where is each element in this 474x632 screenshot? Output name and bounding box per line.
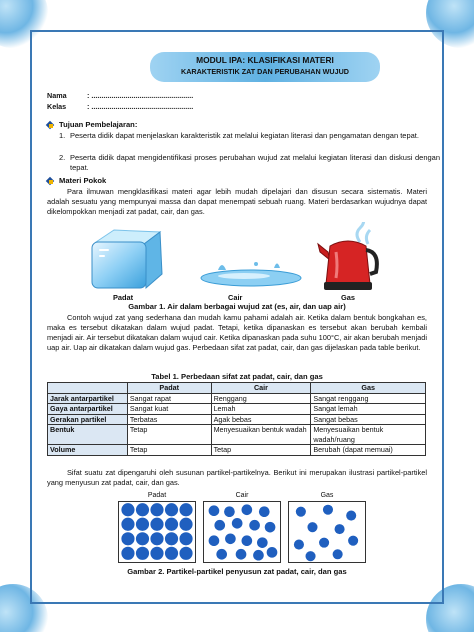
table-cell: Sangat kuat [127, 404, 211, 415]
particle [306, 551, 316, 561]
properties-table [47, 382, 426, 456]
page-subtitle: KARAKTERISTIK ZAT DAN PERUBAHAN WUJUD [181, 67, 349, 76]
particle [259, 506, 270, 517]
particle [121, 518, 134, 531]
figure2-caption: Gambar 2. Partikel-partikel penyusun zat padat, cair, dan gas [127, 567, 347, 576]
table-header-cell [48, 383, 128, 394]
particle [253, 550, 264, 561]
figure2-label-solid: Padat [147, 492, 167, 499]
particle [165, 518, 178, 531]
objective-text: Peserta didik dapat menjelaskan karakteristik zat melalui kegiatan literasi dan pengamatan dengan tepat. [70, 131, 419, 140]
table-cell: Sangat renggang [311, 393, 426, 404]
solid-particles-diagram [119, 502, 195, 562]
table-cell: Sangat lemah [311, 404, 426, 415]
objective-text: Peserta didik dapat mengidentifikasi proses perubahan wujud zat melalui kegiatan literasi dan diskusi dengan tepat. [70, 153, 440, 173]
objectives-heading-text: Tujuan Pembelajaran: [59, 120, 138, 129]
table-cell: Menyesuaikan bentuk wadah [211, 425, 311, 445]
table-cell: Tetap [127, 425, 211, 445]
particle [236, 549, 247, 560]
book-bullet-icon [47, 121, 55, 129]
particle [136, 518, 149, 531]
figure1-label-liquid: Cair [228, 293, 243, 302]
paragraph-text: Sifat suatu zat dipengaruhi oleh susunan partikel-partikelnya. Berikut ini merupakan ilustrasi partikel-partikel yang menyusun zat padat, cair, dan gas. [47, 468, 427, 488]
particle [319, 538, 329, 548]
table-caption: Tabel 1. Perbedaan sifat zat padat, cair, dan gas [151, 372, 323, 381]
table-header-cell: Cair [211, 383, 311, 394]
materi-heading [47, 176, 106, 185]
particle [296, 507, 306, 517]
table-row [48, 425, 426, 445]
particle [150, 518, 163, 531]
particle [333, 549, 343, 559]
table-cell: Tetap [127, 445, 211, 456]
particle [121, 503, 134, 516]
materi-heading-text: Materi Pokok [59, 176, 107, 185]
figure2-label-gas: Gas [320, 492, 334, 499]
table-row [48, 393, 426, 404]
particle [179, 518, 192, 531]
table-cell: Agak bebas [211, 414, 311, 425]
particle [209, 505, 220, 516]
table-cell: Sangat rapat [127, 393, 211, 404]
particle [179, 547, 192, 560]
water-puddle-image [196, 256, 306, 290]
paragraph-text: Para ilmuwan mengklasifikasi materi agar lebih mudah dipelajari dan disusun secara sistematis. Materi adalah sesuatu yang mempunyai massa dan dapat menempati sebuah ruang. Materi berdasarkan wujudnya dapat dikelompokkan menjadi zat padat, cair, dan gas. [47, 187, 427, 217]
table-cell: Berubah (dapat memuai) [311, 445, 426, 456]
objective-number: 1. [59, 131, 66, 140]
particle [136, 532, 149, 545]
particle [242, 504, 253, 515]
row-header-cell: Volume [48, 445, 128, 456]
materi-paragraph-1 [47, 187, 427, 217]
gas-particles-box [288, 501, 366, 563]
liquid-particles-box [203, 501, 281, 563]
particle [150, 503, 163, 516]
figure2-label-liquid: Cair [235, 492, 249, 499]
objectives-heading [47, 120, 137, 129]
paragraph-text: Contoh wujud zat yang sederhana dan mudah kamu pahami adalah air. Ketika dalam bentuk bongkahan es, maka es tersebut dikatakan dalam wujud padat. Tetapi, ketika dipanaskan es tersebut akan berubah kembali menjadi air. Air tersebut dikatakan dalam wujud cair. Ketika dipanaskan pada suhu 100°C, air akan berubah menjadi uap air. Uap air dikatakan dalam wujud gas. Perbedaan sifat zat padat, cair, dan gas dijelaskan pada table berikut. [47, 313, 427, 353]
particle [346, 511, 356, 521]
liquid-particles-diagram [204, 502, 280, 562]
name-field [47, 91, 193, 100]
table-row [48, 445, 426, 456]
table-row [48, 404, 426, 415]
figure1-label-gas: Gas [341, 293, 355, 302]
gas-particles-diagram [289, 502, 365, 562]
particle [225, 533, 236, 544]
particle [267, 547, 278, 558]
particle [165, 532, 178, 545]
materi-paragraph-3 [47, 468, 427, 488]
kettle-image [314, 222, 386, 294]
class-label: Kelas [47, 102, 67, 111]
particle [136, 547, 149, 560]
particle [232, 518, 243, 529]
name-blank: : ................................................... [87, 91, 194, 100]
objective-number: 2. [59, 153, 66, 162]
particle [224, 506, 235, 517]
particle [242, 535, 253, 546]
particle [179, 503, 192, 516]
particle [165, 503, 178, 516]
particle [323, 505, 333, 515]
row-header-cell: Gerakan partikel [48, 414, 128, 425]
particle [165, 547, 178, 560]
table-header-cell: Padat [127, 383, 211, 394]
class-blank: : ................................................... [87, 102, 194, 111]
particle [348, 536, 358, 546]
particle [209, 535, 220, 546]
particle [216, 549, 227, 560]
particle [150, 547, 163, 560]
particle [150, 532, 163, 545]
table-cell: Renggang [211, 393, 311, 404]
table-cell: Sangat bebas [311, 414, 426, 425]
particle [136, 503, 149, 516]
particle [307, 522, 317, 532]
table-cell: Terbatas [127, 414, 211, 425]
particle [249, 520, 260, 531]
row-header-cell: Gaya antarpartikel [48, 404, 128, 415]
particle [121, 532, 134, 545]
particle [257, 537, 268, 548]
table-cell: Tetap [211, 445, 311, 456]
page-title: MODUL IPA: KLASIFIKASI MATERI [196, 55, 334, 65]
class-field [47, 102, 193, 111]
name-label: Nama [47, 91, 67, 100]
figure1-label-solid: Padat [113, 293, 134, 302]
row-header-cell: Jarak antarpartikel [48, 393, 128, 404]
table-row [48, 414, 426, 425]
table-header-cell: Gas [311, 383, 426, 394]
materi-paragraph-2 [47, 313, 427, 353]
figure1-caption: Gambar 1. Air dalam berbagai wujud zat (es, air, dan uap air) [128, 302, 346, 311]
particle [121, 547, 134, 560]
particle [265, 522, 276, 533]
table-cell: Menyesuaikan bentuk wadah/ruang [311, 425, 426, 445]
table-cell: Lemah [211, 404, 311, 415]
ice-cube-image [86, 228, 164, 292]
book-bullet-icon [47, 177, 55, 185]
table-header-row [48, 383, 426, 394]
particle [294, 540, 304, 550]
particle [179, 532, 192, 545]
particle [335, 524, 345, 534]
particle [214, 520, 225, 531]
solid-particles-box [118, 501, 196, 563]
row-header-cell: Bentuk [48, 425, 128, 445]
